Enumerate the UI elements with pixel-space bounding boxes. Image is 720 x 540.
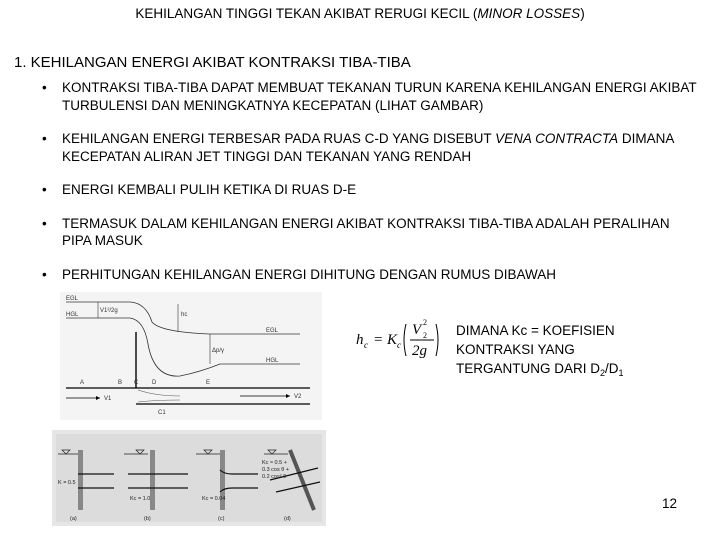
c1-label: C1 xyxy=(158,410,166,416)
bullet-text: ENERGI KEMBALI PULIH KETIKA DI RUAS D-E xyxy=(62,182,357,197)
caption-b: (b) xyxy=(144,516,151,522)
bullet-dot: • xyxy=(42,131,47,146)
point-e-label: E xyxy=(206,380,211,386)
bullet-dot: • xyxy=(42,182,47,197)
note-line-3: TERGANTUNG DARI $D_2/D_1$ xyxy=(456,361,624,378)
k-d-label-2: 0.3 cos θ + xyxy=(262,467,290,473)
point-d-label: D xyxy=(152,380,157,386)
wall-b xyxy=(150,450,155,510)
bullet-text: TERMASUK DALAM KEHILANGAN ENERGI AKIBAT KONTRAKSI TIBA-TIBA ADALAH PERALIHAN PIPA MASUK xyxy=(62,215,670,248)
bullet-item xyxy=(42,181,702,199)
formula-h-sub: c xyxy=(364,340,368,350)
bullet-item xyxy=(42,130,702,165)
bullet-list xyxy=(42,79,702,283)
k-a-label: K = 0.5 xyxy=(58,480,76,486)
egl-left-label: EGL xyxy=(66,296,79,302)
loss-formula xyxy=(352,310,448,368)
formula-k: K xyxy=(387,332,398,348)
formula-h: h xyxy=(356,332,364,348)
bullet-dot: • xyxy=(42,215,47,231)
title-prefix: KEHILANGAN TINGGI TEKAN AKIBAT RERUGI KECIL ( xyxy=(135,6,478,21)
v1-label: V1 xyxy=(104,396,112,402)
caption-c: (c) xyxy=(218,516,225,522)
bullet-text: PERHITUNGAN KEHILANGAN ENERGI DIHITUNG DENGAN RUMUS DIBAWAH xyxy=(62,266,557,282)
v2-label: V2 xyxy=(294,394,302,400)
bullet-item xyxy=(42,215,702,250)
k-d-label-3: 0.2 cos² θ xyxy=(262,474,287,480)
wall-a xyxy=(78,450,83,510)
bullet-dot: • xyxy=(42,80,47,95)
bullet-text: DIMANA KECEPATAN ALIRAN JET TINGGI DAN TEKANAN YANG RENDAH xyxy=(62,131,674,164)
bullet-text: KONTRAKSI TIBA-TIBA DAPAT MEMBUAT TEKANAN TURUN KARENA KEHILANGAN ENERGI AKIBAT TURBULENSI DAN MENINGKATNYA KECEPATAN (LIHAT GAMBAR) xyxy=(62,80,697,113)
k-b-label: Kc = 1.0 xyxy=(130,496,151,502)
formula-v-sub: 2 xyxy=(423,331,427,340)
v1-head-label: V1²/2g xyxy=(100,308,118,314)
point-c-label: C xyxy=(134,380,139,386)
point-a-label: A xyxy=(80,380,85,386)
dp-label: Δp/γ xyxy=(212,348,225,354)
formula-2g: 2g xyxy=(412,343,427,359)
section-heading: 1. KEHILANGAN ENERGI AKIBAT KONTRAKSI TIBA-TIBA xyxy=(14,54,411,71)
formula-v-sup: 2 xyxy=(423,318,427,327)
caption-d: (d) xyxy=(284,516,291,522)
page-title xyxy=(0,6,720,21)
k-c-label: Kc = 0.04 xyxy=(202,496,226,502)
coefficient-note xyxy=(456,321,656,383)
formula-v: V xyxy=(412,322,422,338)
egl-right-label: EGL xyxy=(266,328,279,334)
k-d-label-1: Kc ≈ 0.5 + xyxy=(262,460,287,466)
formula-equals: = xyxy=(374,332,383,348)
bullet-dot: • xyxy=(42,266,47,282)
contraction-diagram xyxy=(60,292,322,420)
hgl-right-label: HGL xyxy=(266,358,279,364)
bullet-item xyxy=(42,266,702,284)
formula-paren-right xyxy=(436,324,438,356)
bullet-italic-term: VENA CONTRACTA xyxy=(495,131,619,146)
note-line-1: DIMANA Kc = KOEFISIEN xyxy=(456,323,615,338)
page-number: 12 xyxy=(662,496,678,511)
title-italic: MINOR LOSSES xyxy=(477,6,581,21)
hgl-left-label: HGL xyxy=(66,312,79,318)
bullet-item xyxy=(42,79,702,114)
caption-a: (a) xyxy=(70,516,77,522)
point-b-label: B xyxy=(118,380,123,386)
bullet-text: KEHILANGAN ENERGI TERBESAR PADA RUAS C-D YANG DISEBUT xyxy=(62,131,496,146)
note-line-2: KONTRAKSI YANG xyxy=(456,342,575,357)
entrance-loss-diagram xyxy=(52,430,326,526)
formula-paren-left xyxy=(404,324,406,356)
title-suffix: ) xyxy=(580,6,585,21)
hc-label: hc xyxy=(181,312,188,318)
formula-k-sub: c xyxy=(397,340,401,350)
